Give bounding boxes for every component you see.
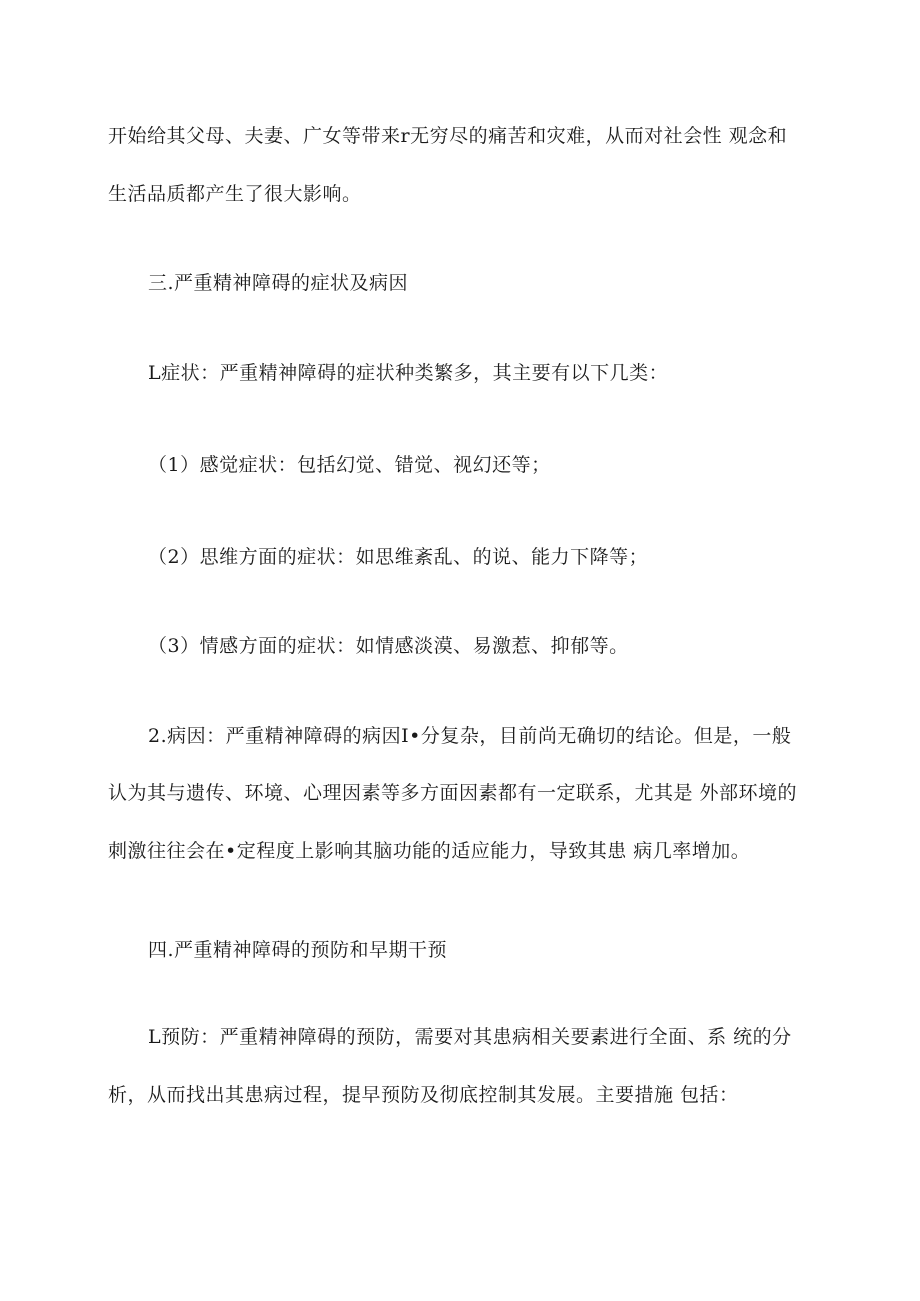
section-heading: 三.严重精神障碍的症状及病因 bbox=[148, 272, 409, 294]
section-heading: 四.严重精神障碍的预防和早期干预 bbox=[148, 939, 448, 961]
subsection-heading: L症状：严重精神障碍的症状种类繁多，其主要有以下几类： bbox=[148, 362, 669, 384]
paragraph-line: 刺激往往会在•定程度上影响其脑功能的适应能力，导致其患 病几率增加。 bbox=[108, 840, 751, 862]
list-item: （1）感觉症状：包括幻觉、错觉、视幻还等； bbox=[148, 454, 551, 476]
list-item: （2）思维方面的症状：如思维紊乱、的说、能力下降等； bbox=[148, 546, 649, 568]
paragraph-line: 2.病因：严重精神障碍的病因I•分复杂，目前尚无确切的结论。但是，一般 bbox=[148, 725, 792, 747]
paragraph-line: 生活品质都产生了很大影响。 bbox=[108, 183, 362, 205]
paragraph-line: 析，从而找出其患病过程，提早预防及彻底控制其发展。主要措施 包括： bbox=[108, 1084, 739, 1106]
list-item: （3）情感方面的症状：如情感淡漠、易激惹、抑郁等。 bbox=[148, 635, 629, 657]
paragraph-line: 开始给其父母、夫妻、广女等带来r无穷尽的痛苦和灾难，从而对社会性 观念和 bbox=[108, 125, 788, 147]
paragraph-line: L预防：严重精神障碍的预防，需要对其患病相关要素进行全面、系 统的分 bbox=[148, 1026, 792, 1048]
paragraph-line: 认为其与遗传、环境、心理因素等多方面因素都有一定联系，尤其是 外部环境的 bbox=[108, 782, 798, 804]
